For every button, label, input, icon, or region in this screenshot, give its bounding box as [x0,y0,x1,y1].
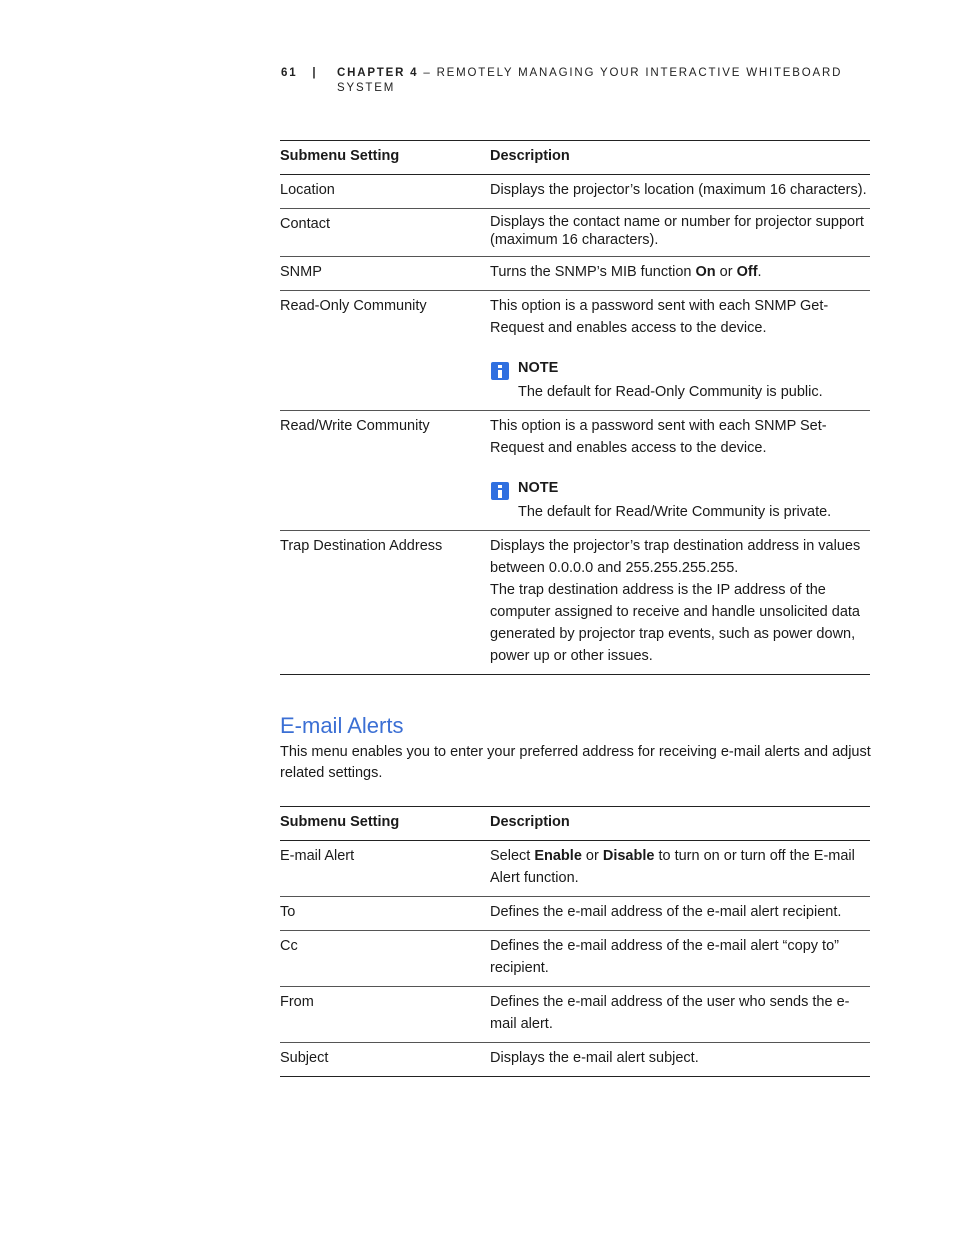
info-icon [491,362,509,380]
column-header-setting: Submenu Setting [280,141,490,175]
setting-name: Location [280,175,490,209]
setting-name: Read/Write Community [280,411,490,531]
setting-name: Subject [280,1043,490,1077]
description-text: This option is a password sent with each SNMP Set-Request and enables access to the device. [490,418,827,456]
setting-description: Displays the e-mail alert subject. [490,1043,870,1077]
setting-description: Defines the e-mail address of the e-mail alert “copy to” recipient. [490,931,870,987]
snmp-settings-table [280,140,870,675]
setting-name: Cc [280,931,490,987]
setting-name: SNMP [280,257,490,291]
setting-description [490,291,870,411]
setting-description: Displays the contact name or number for projector support (maximum 16 characters). [490,209,870,257]
table-row [280,175,870,209]
table-row [280,291,870,411]
table-row [280,931,870,987]
description-text: This option is a password sent with each SNMP Get-Request and enables access to the device. [490,298,829,336]
note-text: The default for Read-Only Community is public. [518,384,823,400]
description-text: Displays the projector’s trap destination address in values between 0.0.0.0 and 255.255.255.255. [490,538,861,576]
running-header [281,66,881,96]
column-header-description: Description [490,141,870,175]
table-row [280,841,870,897]
table-row [280,1043,870,1077]
chapter-title: – REMOTELY MANAGING YOUR INTERACTIVE WHITEBOARD [418,67,843,79]
setting-name: E-mail Alert [280,841,490,897]
note-title: NOTE [518,360,559,376]
setting-name: From [280,987,490,1043]
chapter-label: CHAPTER 4 [337,67,419,79]
table-row [280,987,870,1043]
setting-name: Read-Only Community [280,291,490,411]
setting-name: Trap Destination Address [280,531,490,675]
chapter-title-continued: SYSTEM [337,82,396,94]
table-row [280,257,870,291]
info-icon [491,482,509,500]
setting-description: Defines the e-mail address of the user who sends the e-mail alert. [490,987,870,1043]
setting-description: Displays the projector’s location (maximum 16 characters). [490,175,870,209]
setting-name: To [280,897,490,931]
table-row [280,411,870,531]
note-title: NOTE [518,480,559,496]
setting-description: Select Enable or Disable to turn on or turn off the E-mail Alert function. [490,841,870,897]
table-row [280,209,870,257]
table-row [280,531,870,675]
setting-name: Contact [280,209,490,257]
note-box [490,359,870,403]
description-text-continued: The trap destination address is the IP address of the computer assigned to receive and handle unsolicited data generated by projector trap events, such as power down, power up or other issues. [490,582,860,664]
column-header-description: Description [490,807,870,841]
column-header-setting: Submenu Setting [280,807,490,841]
setting-description: Defines the e-mail address of the e-mail alert recipient. [490,897,870,931]
table-header-row [280,141,870,175]
table-header-row [280,807,870,841]
setting-description [490,411,870,531]
note-text: The default for Read/Write Community is private. [518,504,832,520]
setting-description [490,531,870,675]
page-number: 61 | [281,67,318,79]
note-box [490,479,870,523]
table-row [280,897,870,931]
section-intro: This menu enables you to enter your preferred address for receiving e-mail alerts and adjust related settings. [280,744,871,781]
email-alert-settings-table [280,806,870,1077]
setting-description: Turns the SNMP’s MIB function On or Off. [490,257,870,291]
section-heading: E-mail Alerts [280,713,404,738]
